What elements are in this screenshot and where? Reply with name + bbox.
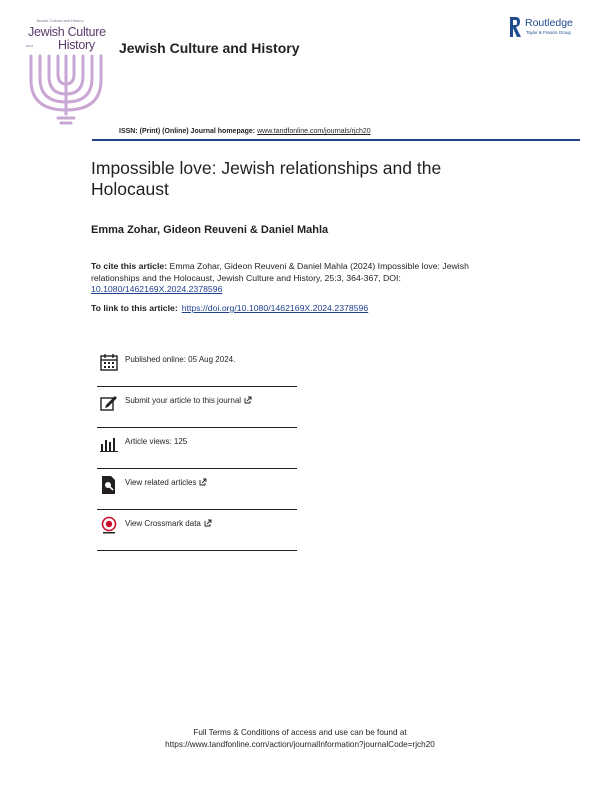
footer-terms-text: Full Terms & Conditions of access and use can be found at xyxy=(193,728,407,737)
logo-top-small-text: Jewish Culture and History xyxy=(36,18,84,23)
footer-terms-link[interactable]: https://www.tandfonline.com/action/journalInformation?journalCode=rjch20 xyxy=(165,740,435,749)
search-document-icon xyxy=(99,475,119,495)
journal-title: Jewish Culture and History xyxy=(119,40,300,56)
edit-icon xyxy=(99,393,119,413)
article-views-text: Article views: 125 xyxy=(125,437,188,446)
logo-title-line1: Jewish Culture xyxy=(28,25,106,39)
logo-and-text: and xyxy=(26,43,33,48)
journal-homepage-link[interactable]: www.tandfonline.com/journals/rjch20 xyxy=(257,128,371,135)
citation-label: To cite this article: xyxy=(91,261,168,271)
article-doi-url[interactable]: https://doi.org/10.1080/1462169X.2024.2378596 xyxy=(181,303,369,313)
submit-article-link[interactable] xyxy=(125,396,252,405)
publisher-tagline: Taylor & Francis Group xyxy=(526,30,571,35)
published-online-text: Published online: 05 Aug 2024. xyxy=(125,355,236,364)
related-articles-row[interactable] xyxy=(97,468,297,510)
publisher-logo xyxy=(508,16,588,40)
header-divider xyxy=(92,139,580,141)
article-title: Impossible love: Jewish relationships and the Holocaust xyxy=(91,158,442,199)
article-link-label: To link to this article: xyxy=(91,303,178,313)
calendar-icon xyxy=(99,352,119,372)
related-articles-label: View related articles xyxy=(125,478,197,487)
submit-article-row[interactable] xyxy=(97,386,297,428)
citation-text: Emma Zohar, Gideon Reuveni & Daniel Mahla (2024) Impossible love: Jewish relationships and the Holocaust, Jewish Culture and History, 25:3, 364-367, DOI: xyxy=(91,261,469,283)
citation-doi-link[interactable]: 10.1080/1462169X.2024.2378596 xyxy=(91,284,223,294)
crossmark-link[interactable] xyxy=(125,519,212,528)
publisher-name: Routledge xyxy=(525,17,573,29)
journal-logo xyxy=(20,16,112,134)
external-link-icon xyxy=(204,519,212,527)
article-link-line xyxy=(91,303,368,313)
routledge-r-icon xyxy=(508,16,522,38)
footer xyxy=(100,727,500,751)
crossmark-label: View Crossmark data xyxy=(125,519,201,528)
article-authors: Emma Zohar, Gideon Reuveni & Daniel Mahla xyxy=(91,224,329,236)
published-online-row xyxy=(97,345,297,387)
citation-block xyxy=(91,261,491,296)
crossmark-row[interactable] xyxy=(97,509,297,551)
external-link-icon xyxy=(199,478,207,486)
menorah-icon xyxy=(20,52,112,132)
logo-title-line2: History xyxy=(58,38,95,52)
submit-article-label: Submit your article to this journal xyxy=(125,396,242,405)
issn-line xyxy=(119,128,371,135)
related-articles-link[interactable] xyxy=(125,478,207,487)
bar-chart-icon xyxy=(99,434,119,454)
issn-label: ISSN: (Print) (Online) Journal homepage: xyxy=(119,128,256,135)
crossmark-icon xyxy=(99,516,119,536)
external-link-icon xyxy=(244,396,252,404)
article-views-row xyxy=(97,427,297,469)
